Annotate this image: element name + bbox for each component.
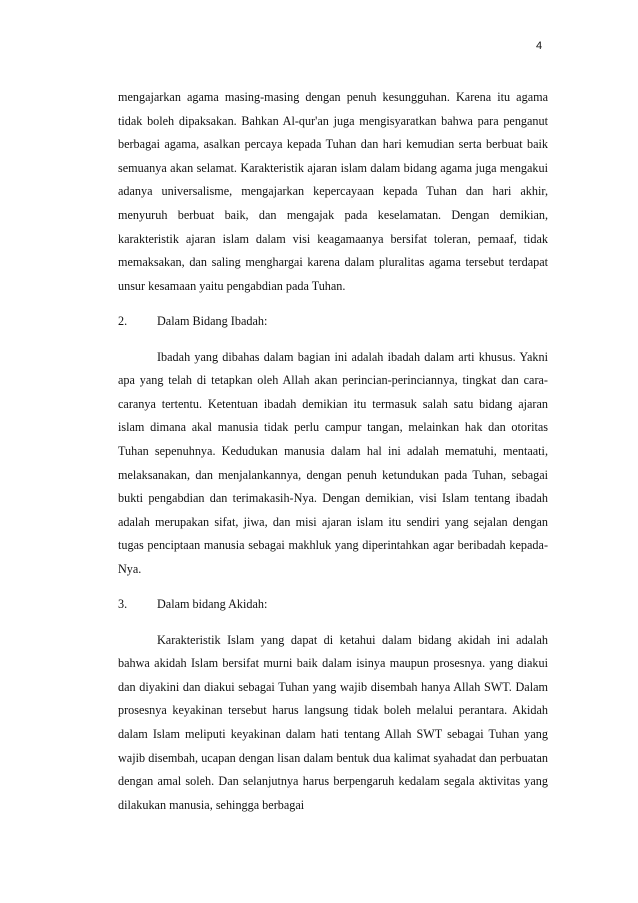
body-text [118, 86, 548, 829]
section-2-number: 2. [118, 314, 128, 329]
section-2-title: Dalam Bidang Ibadah: [157, 314, 268, 329]
section-3-paragraph: Karakteristik Islam yang dapat di ketahui dalam bidang akidah ini adalah bahwa akidah Islam bersifat murni baik dalam isinya maupun prosesnya. yang diakui dan diyakini dan diakui sebagai Tuhan yang wajib disembah hanya Allah SWT. Dalam prosesnya keyakinan tersebut harus langsung tidak boleh melalui perantara. Akidah dalam Islam meliputi keyakinan dalam hati tentang Allah SWT sebagai Tuhan yang wajib disembah, ucapan dengan lisan dalam bentuk dua kalimat syahadat dan perbuatan dengan amal soleh. Dan selanjutnya harus berpengaruh kedalam segala aktivitas yang dilakukan manusia, sehingga berbagai [118, 632, 548, 812]
section-3-title: Dalam bidang Akidah: [157, 597, 268, 612]
section-3-number: 3. [118, 597, 128, 612]
page-number: 4 [536, 40, 543, 52]
section-2-paragraph: Ibadah yang dibahas dalam bagian ini adalah ibadah dalam arti khusus. Yakni apa yang telah di tetapkan oleh Allah akan perincian-perinciannya, tingkat dan cara-caranya tertentu. Ketentuan ibadah demikian itu termasuk salah satu bidang ajaran islam dimana akal manusia tidak perlu campur tangan, melainkan hak dan otoritas Tuhan sepenuhnya. Kedudukan manusia dalam hal ini adalah mematuhi, mentaati, melaksanakan, dan menjalankannya, dengan penuh ketundukan pada Tuhan, sebagai bukti pengabdian dan terimakasih-Nya. Dengan demikian, visi Islam tentang ibadah adalah merupakan sifat, jiwa, dan misi ajaran islam itu sendiri yang sejalan dengan tugas penciptaan manusia sebagai makhluk yang diperintahkan agar beribadah kepada-Nya. [118, 349, 548, 576]
section-2-heading [118, 310, 548, 334]
section-3-heading [118, 593, 548, 617]
paragraph-continuation: mengajarkan agama masing-masing dengan penuh kesungguhan. Karena itu agama tidak boleh dipaksakan. Bahkan Al-qur'an juga mengisyaratkan bahwa para penganut berbagai agama, asalkan percaya kepada Tuhan dan hari kemudian serta berbuat baik semuanya akan selamat. Karakteristik ajaran islam dalam bidang agama juga mengakui adanya universalisme, mengajarkan kepercayaan kepada Tuhan dan hari akhir, menyuruh berbuat baik, dan mengajak pada keselamatan. Dengan demikian, karakteristik ajaran islam dalam visi keagamaanya bersifat toleran, pemaaf, tidak memaksakan, dan saling menghargai karena dalam pluralitas agama tersebut terdapat unsur kesamaan yaitu pengabdian pada Tuhan. [118, 90, 548, 293]
